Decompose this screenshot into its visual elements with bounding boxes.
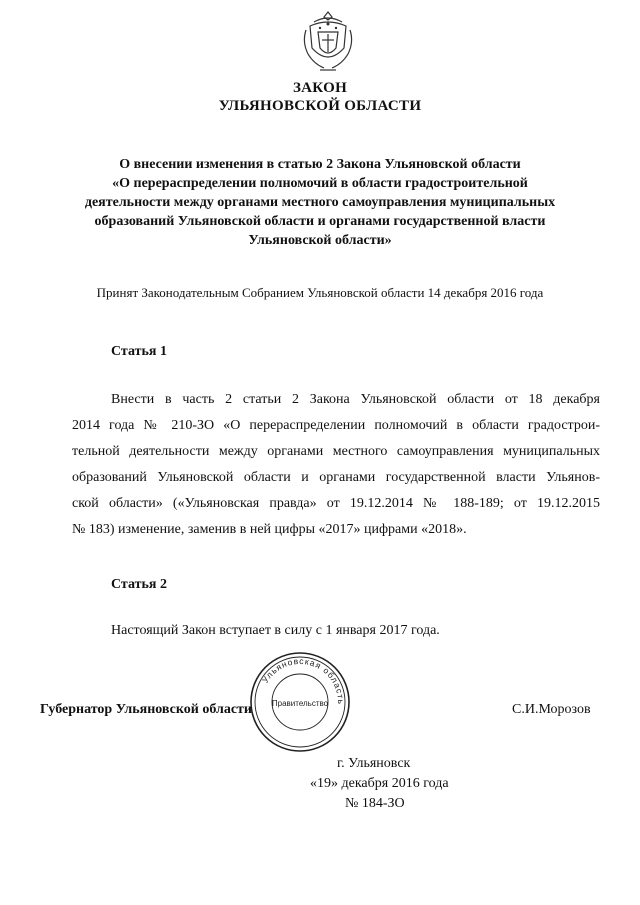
city: г. Ульяновск (337, 756, 411, 771)
law-title (0, 79, 640, 115)
law-number: № 184-ЗО (345, 796, 405, 811)
article-1-line: Внести в часть 2 статьи 2 Закона Ульяновской области от 18 декабря (111, 392, 600, 407)
adoption-note: Принят Законодательным Собранием Ульяновской области 14 декабря 2016 года (96, 285, 544, 300)
article-1-line: № 183) изменение, заменив в ней цифры «2017» цифрами «2018». (72, 522, 467, 537)
article-2-text: Настоящий Закон вступает в силу с 1 января 2017 года. (111, 623, 440, 638)
official-seal-icon (248, 650, 352, 754)
article-2-title: Статья 2 (111, 577, 167, 592)
heading-line: деятельности между органами местного самоуправления муниципальных (84, 195, 556, 210)
seal-center-text: Правительство (271, 699, 329, 708)
date: «19» декабря 2016 года (310, 776, 449, 791)
signatory-role: Губернатор Ульяновской области (40, 702, 252, 717)
heading-line: Ульяновской области» (248, 233, 392, 248)
signatory-name: С.И.Морозов (512, 702, 591, 717)
law-heading (0, 155, 640, 250)
law-word: ЗАКОН (292, 80, 348, 96)
coat-of-arms-icon (300, 8, 356, 74)
article-1-line: ской области» («Ульяновская правда» от 19.12.2014 № 188-189; от 19.12.2015 (72, 496, 600, 511)
heading-line: образований Ульяновской области и органами государственной власти (94, 214, 546, 229)
article-1-line: образований Ульяновской области и органами государственной власти Ульянов- (72, 470, 600, 485)
svg-text:Ульяновская область (260, 656, 346, 705)
seal-ring-text: Ульяновская область (259, 655, 347, 706)
article-1-line: тельной деятельности между органами местного самоуправления муниципальных (72, 444, 600, 459)
region-name: УЛЬЯНОВСКОЙ ОБЛАСТИ (218, 98, 422, 114)
heading-line: О внесении изменения в статью 2 Закона Ульяновской области (119, 157, 521, 172)
article-1-title: Статья 1 (111, 344, 167, 359)
article-1-line: 2014 года № 210-ЗО «О перераспределении полномочий в области градострои- (72, 418, 600, 433)
heading-line: «О перераспределении полномочий в области градостроительной (112, 176, 528, 191)
